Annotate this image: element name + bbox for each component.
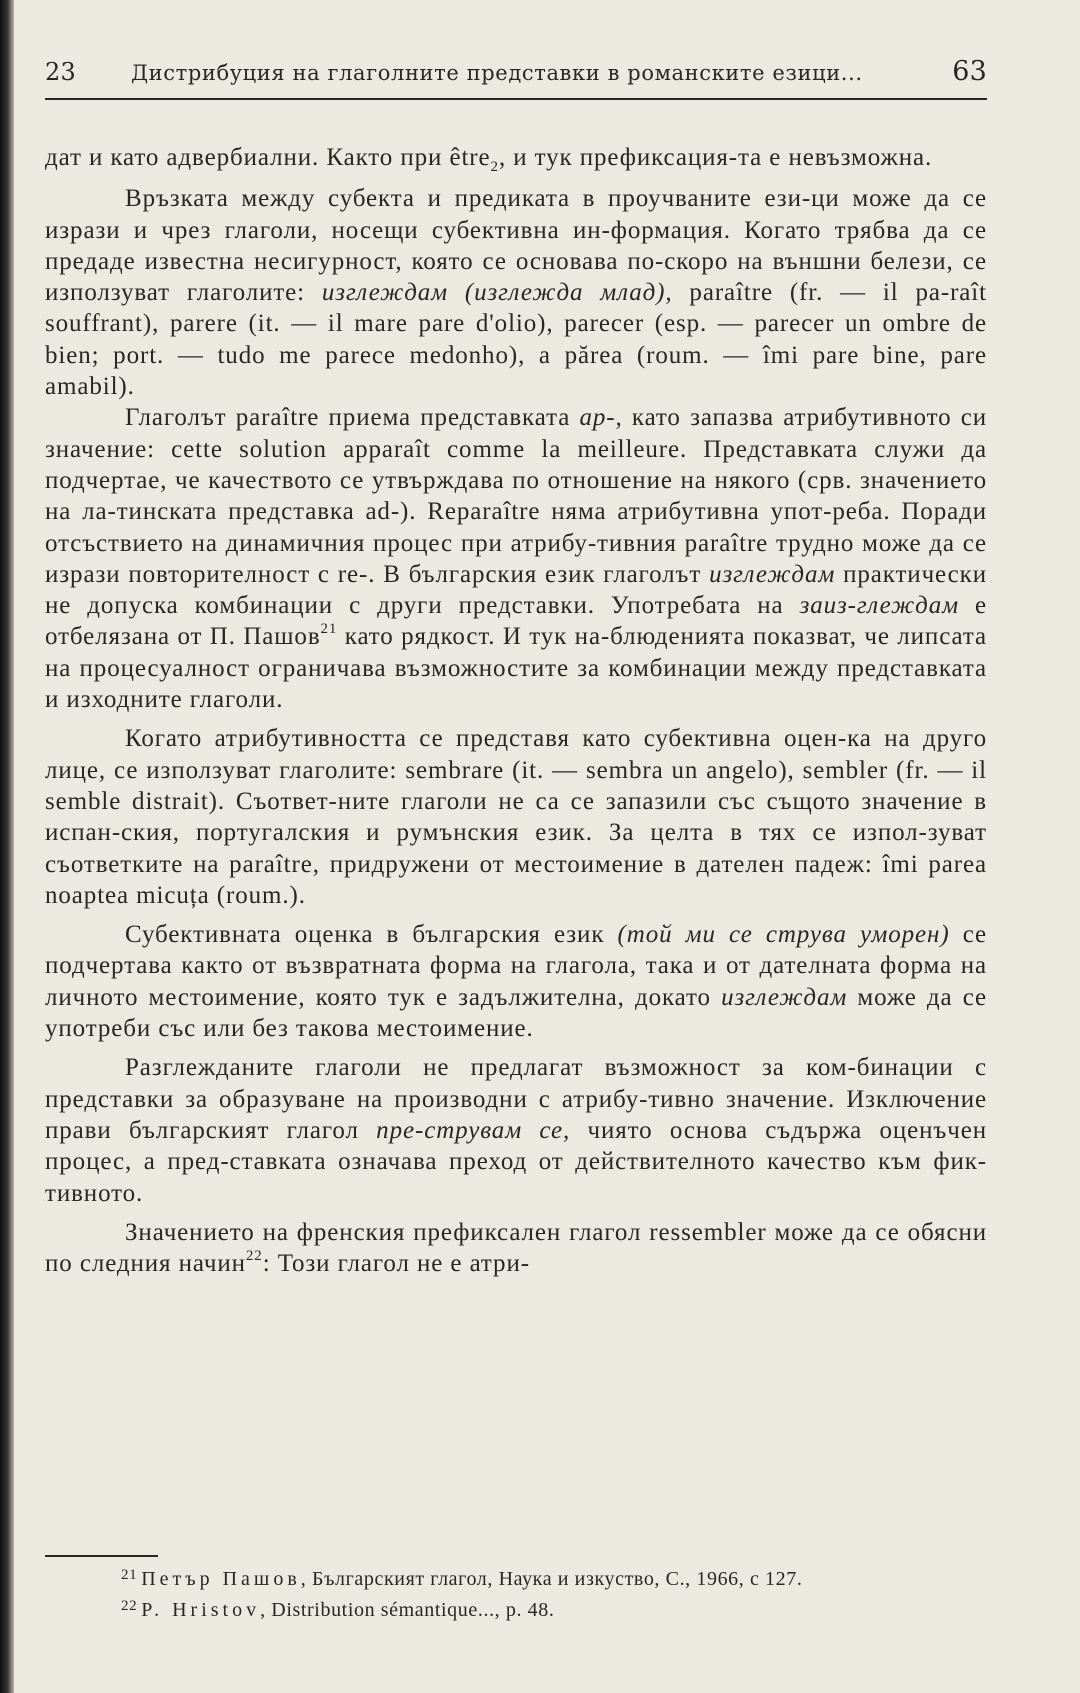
page xyxy=(45,44,987,1279)
footnotes xyxy=(45,1565,987,1627)
paragraph-3: Глаголът paraître приема представката ap-, като запазва атрибутивното си значение: cette solution apparaît comme la meilleure. Представката служи да подчертае, че качеството се утвърждава по отношение на някого (срв. значението на ла-тинската представка ad-). Reparaître няма атрибутивна упот-реба. Поради отсъствието на динамичния процес при атрибу-тивния paraître трудно може да се изрази повторителност с re-. В българския език глаголът изглеждам практически не допуска комбинации с други представки. Употребата на заиз-глеждам е отбелязана от П. Пашов$^{21}$ като рядкост. И тук на-блюденията показват, че липсата на процесуалност ограничава възможностите за комбинации между представката и изходните глаголи. xyxy=(45,404,988,714)
footnote-author: Петър Пашов xyxy=(141,1568,301,1590)
book-spine-shadow xyxy=(0,0,14,1693)
footnote-21 xyxy=(45,1565,987,1596)
footnote-ref-22[interactable]: 22 xyxy=(245,1247,263,1264)
paragraph-5: Субективната оценка в българския език (той ми се струва уморен) се подчертава както от възвратната форма на глагола, така и от дателната форма на личното местоимение, която тук е задължителна, докато изглеждам може да се употреби със или без такова местоимение. xyxy=(45,921,987,1043)
subscript: 2 xyxy=(490,159,499,175)
paragraph-7: Значението на френския префиксален глагол ressembler може да се обясни по следния начин$^{22}$: Този глагол не е атри- xyxy=(45,1218,987,1278)
footnote-rule xyxy=(45,1555,158,1557)
paragraph-4: Когато атрибутивността се представя като субективна оцен-ка на друго лице, се използуват глаголите: sembrare (it. — sembra un angelo), sembler (fr. — il semble distrait). Съответ-ните глаголи не са се запазили със същото значение в испан-ския, португалския и румънския език. За целта в тях се изпол-зуват съответките на paraître, придружени от местоимение в дателен падеж: îmi parea noaptea micuța (roum.). xyxy=(45,725,987,909)
footnote-ref-21[interactable]: 21 xyxy=(320,621,338,638)
footnote-text: , Българският глагол, Наука и изкуство, С., 1966, с 127. xyxy=(300,1568,803,1590)
paragraph-2: Връзката между субекта и предиката в проучваните ези-ци може да се изрази и чрез глаголи, носещи субективна ин-формация. Когато трябва да се предаде известна несигурност, която се основава по-скоро на външни белези, се използуват глаголите: изглеждам (изглежда млад), paraître (fr. — il pa-raît souffrant), parere (it. — il mare pare d'olio), parecer (esp. — parecer un ombre de bien; port. — tudo me parece medonho), a părea (roum. — îmi pare bine, pare amabil). xyxy=(45,185,988,401)
paragraph-6: Разглежданите глаголи не предлагат възможност за ком-бинации с представки за образуване на производни с атрибу-тивно значение. Изключение прави българският глагол пре-струвам се, чиято основа съдържа оценъчен процес, а пред-ставката означава преход от действителното качество към фик-тивното. xyxy=(45,1054,987,1207)
footnote-number: 22 xyxy=(121,1598,138,1614)
page-number: 63 xyxy=(952,56,987,87)
footnote-author: P. Hristov xyxy=(141,1599,261,1621)
body-text xyxy=(45,142,987,1279)
paragraph-1: дат и като адвербиални. Както при être$_2$, и тук префиксация-та е невъзможна. xyxy=(45,144,933,175)
running-head xyxy=(45,44,987,86)
running-title: Дистрибуция на глаголните представки в романските езици... xyxy=(131,61,863,85)
footnote-22 xyxy=(45,1596,987,1627)
chapter-number: 23 xyxy=(45,58,76,86)
footnote-number: 21 xyxy=(121,1567,138,1583)
footnote-text: , Distribution sémantique..., p. 48. xyxy=(260,1599,555,1621)
header-rule xyxy=(45,98,987,100)
